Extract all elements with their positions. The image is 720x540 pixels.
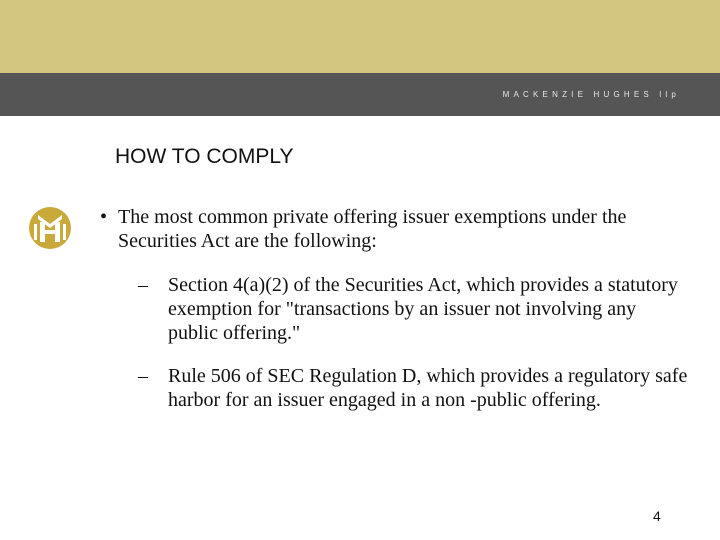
header-accent-band [0, 0, 720, 73]
sub-item-text: Rule 506 of SEC Regulation D, which provides a regulatory safe harbor for an issuer engaged in a non -public offering. [168, 365, 688, 411]
bullet-mark: • [100, 206, 108, 228]
sub-item-rule-506 [138, 364, 688, 412]
bullet-item [100, 205, 680, 253]
sub-item-dash: – [138, 274, 148, 296]
sub-item-dash: – [138, 365, 148, 387]
slide-title: HOW TO COMPLY [115, 145, 294, 168]
mh-monogram-icon [28, 206, 72, 250]
sub-item-text: Section 4(a)(2) of the Securities Act, which provides a statutory exemption for "transactions by an issuer not involving any public offering." [168, 274, 678, 344]
sub-item-section-4a2 [138, 273, 688, 345]
bullet-text: The most common private offering issuer exemptions under the Securities Act are the following: [118, 206, 627, 252]
page-number: 4 [653, 508, 661, 524]
firm-name: MACKENZIE HUGHES llp [502, 90, 680, 99]
